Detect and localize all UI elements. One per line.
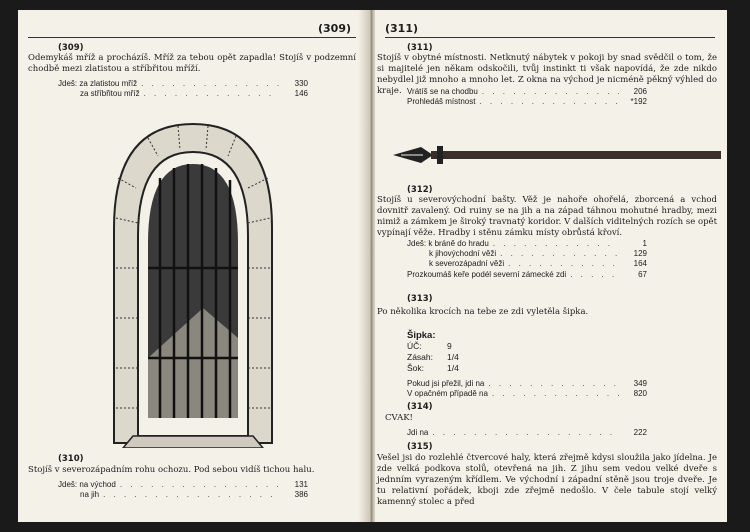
choice-row[interactable]: Jdeš: na východ . . . 131 [58, 480, 308, 490]
section-311-text: Stojíš v obytné místnosti. Netknutý nábytek v pokoji by snad svědčil o tom, že si majitelé jen někam odskočili, tvůj instinkt ti však napovídá, že zde nikdo nebydlel již mnoho a mnoho let. Z okna na východ je nicméně pěkný výhled do kraje. [377, 53, 717, 96]
stat-value: 1/4 [447, 363, 459, 373]
choice-row[interactable]: Prohledáš místnost . . . *192 [407, 97, 647, 107]
arrow-illustration [393, 140, 723, 170]
dungeon-gate-illustration [108, 118, 278, 448]
section-314-title: (314) [407, 402, 433, 412]
choice-row[interactable]: za stříbřitou mříž . . . 146 [80, 89, 308, 99]
choice-row[interactable]: na jih . . . 386 [80, 490, 308, 500]
section-315-title: (315) [407, 442, 433, 452]
choice-row[interactable]: Jdi na . . . 222 [407, 428, 647, 438]
section-313-text: Po několika krocích na tebe ze zdi vyletěla šipka. [377, 307, 589, 317]
section-309-title: (309) [58, 43, 84, 53]
choice-row[interactable]: k jihovýchodní věži . . . 129 [429, 249, 647, 259]
stat-label: ÚČ: [407, 341, 422, 351]
stat-label: Zásah: [407, 352, 433, 362]
section-310-text: Stojíš v severozápadním rohu ochozu. Pod sebou vidíš tichou halu. [28, 465, 315, 475]
choice-row[interactable]: Prozkoumáš keře podél severní zámecké zdi . . . 67 [407, 270, 647, 280]
section-312-text: Stojíš u severovýchodní bašty. Věž je nahoře ohořelá, zborcená a vchod dovnitř zavalený. Od ruiny se na jih a na západ táhnou mohutné hradby, mezi nimiž a zámkem je široký travnatý koridor. V dalších viditelných rozích se opět vypínají věže. Hradby i stěnu zámku místy obrůstá křoví. [377, 195, 717, 238]
section-312-title: (312) [407, 185, 433, 195]
choice-row[interactable]: k severozápadní věži . . . 164 [429, 259, 647, 269]
stat-label: Šok: [407, 363, 425, 373]
section-309-text: Odemykáš mříž a procházíš. Mříž za tebou opět zapadla! Stojíš v podzemní chodbě mezi zlatistou a stříbřitou mříží. [28, 53, 356, 74]
header-rule [385, 37, 715, 38]
choice-row[interactable]: Jdeš: k bráně do hradu . . . 1 [407, 239, 647, 249]
right-page [375, 10, 727, 522]
choice-row[interactable]: V opačném případě na . . . 820 [407, 389, 647, 399]
section-310-title: (310) [58, 454, 84, 464]
header-rule [28, 37, 356, 38]
item-title: Šipka: [407, 330, 436, 341]
left-page [18, 10, 366, 522]
stat-value: 1/4 [447, 352, 459, 362]
choice-row[interactable]: Vrátíš se na chodbu . . . 206 [407, 87, 647, 97]
section-314-text: CVAK! [385, 413, 413, 423]
section-315-text: Vešel jsi do rozlehlé čtvercové haly, která zřejmě kdysi sloužila jako jídelna. Je zde velká podkova stolů, otevřená na jih. Z jihu sem vedou velké dveře s jednním vyrazeným křídlem. Ve východní i západní stěně jsou troje dveře. Je tu relativní pořádek, kboji zde zřejmě nedošlo. V čele tabule stojí velký kamenný stolec a před [377, 453, 717, 507]
choice-row[interactable]: Jdeš: za zlatistou mříž . . . 330 [58, 79, 308, 89]
page-header-number: (309) [318, 22, 352, 35]
page-header-number: (311) [385, 22, 419, 35]
section-313-title: (313) [407, 294, 433, 304]
section-311-title: (311) [407, 43, 433, 53]
choice-row[interactable]: Pokud jsi přežil, jdi na . . . 349 [407, 379, 647, 389]
stat-value: 9 [447, 341, 452, 351]
